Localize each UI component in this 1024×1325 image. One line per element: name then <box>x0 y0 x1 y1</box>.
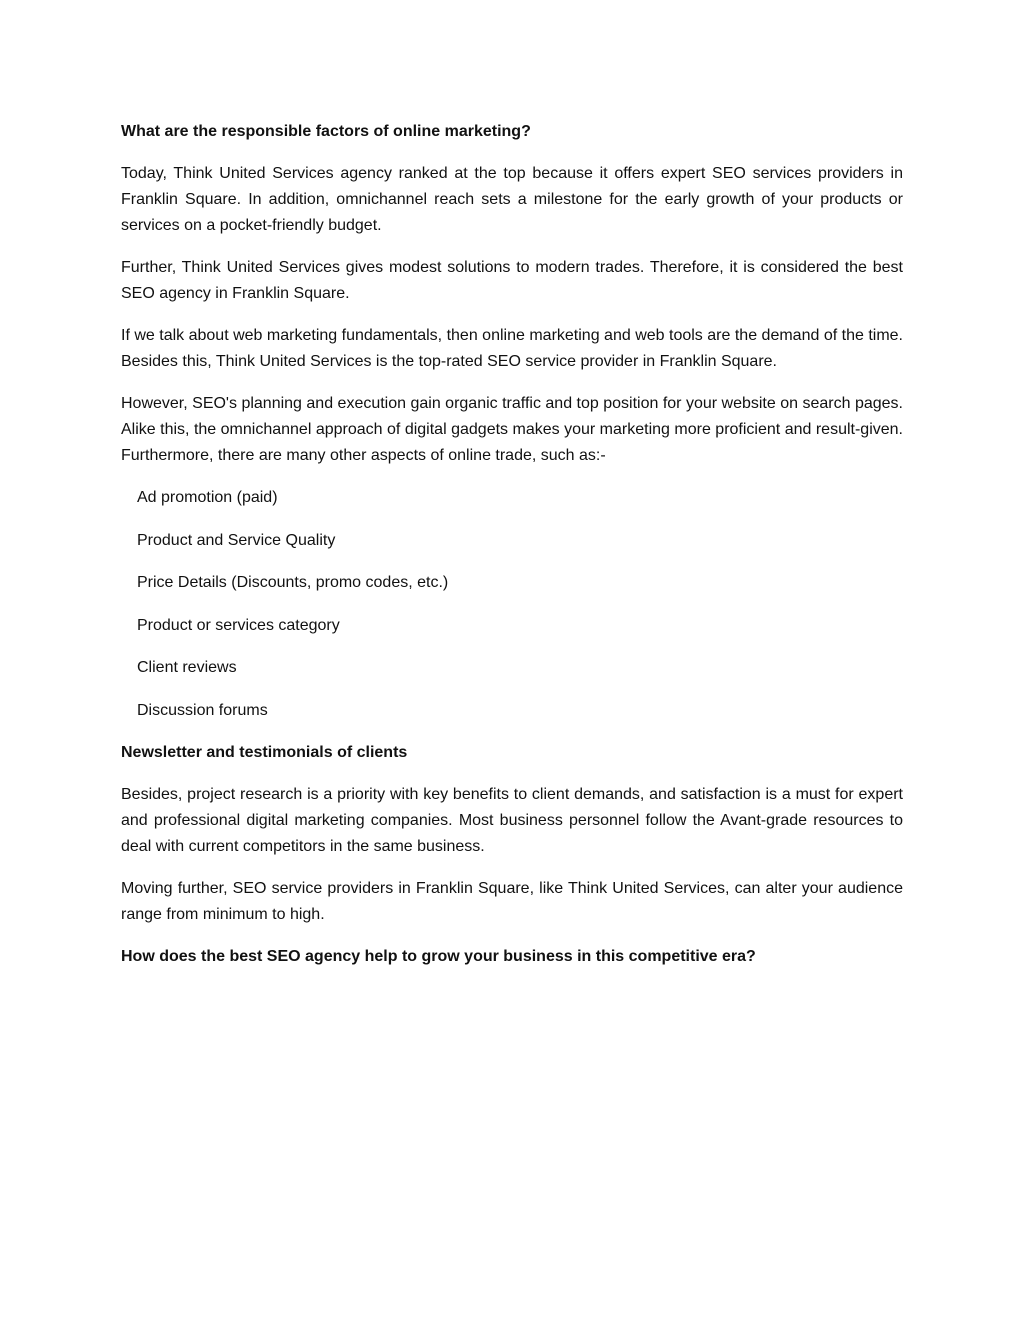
section-heading-responsible-factors: What are the responsible factors of online marketing? <box>121 123 531 140</box>
paragraph-project-research: Besides, project research is a priority with key benefits to client demands, and satisfaction is a must for expert and professional digital marketing companies. Most business personnel follow the Avant-grade resources to deal with current competitors in the same business. <box>121 786 903 855</box>
paragraph-modest-solutions: Further, Think United Services gives modest solutions to modern trades. Therefore, it is considered the best SEO agency in Franklin Square. <box>121 259 903 302</box>
list-item: Ad promotion (paid) <box>137 489 278 506</box>
paragraph-seo-planning: However, SEO's planning and execution gain organic traffic and top position for your website on search pages. Alike this, the omnichannel approach of digital gadgets makes your marketing more proficient and result-given. Furthermore, there are many other aspects of online trade, such as:- <box>121 395 903 464</box>
document-body <box>121 119 903 986</box>
section-heading-best-seo-agency: How does the best SEO agency help to grow your business in this competitive era? <box>121 948 756 965</box>
list-item: Product or services category <box>137 616 340 634</box>
list-item: Client reviews <box>137 659 237 676</box>
aspects-list <box>121 485 903 724</box>
list-item: Product and Service Quality <box>137 531 336 549</box>
list-item: Price Details (Discounts, promo codes, etc.) <box>137 574 449 591</box>
list-item: Discussion forums <box>137 701 268 719</box>
paragraph-moving-further: Moving further, SEO service providers in Franklin Square, like Think United Services, can alter your audience range from minimum to high. <box>121 880 903 923</box>
paragraph-web-marketing: If we talk about web marketing fundamentals, then online marketing and web tools are the demand of the time. Besides this, Think United Services is the top-rated SEO service provider in Franklin Square. <box>121 327 903 370</box>
paragraph-intro: Today, Think United Services agency ranked at the top because it offers expert SEO services providers in Franklin Square. In addition, omnichannel reach sets a milestone for the early growth of your products or services on a pocket-friendly budget. <box>121 165 903 234</box>
section-heading-newsletter: Newsletter and testimonials of clients <box>121 744 408 761</box>
